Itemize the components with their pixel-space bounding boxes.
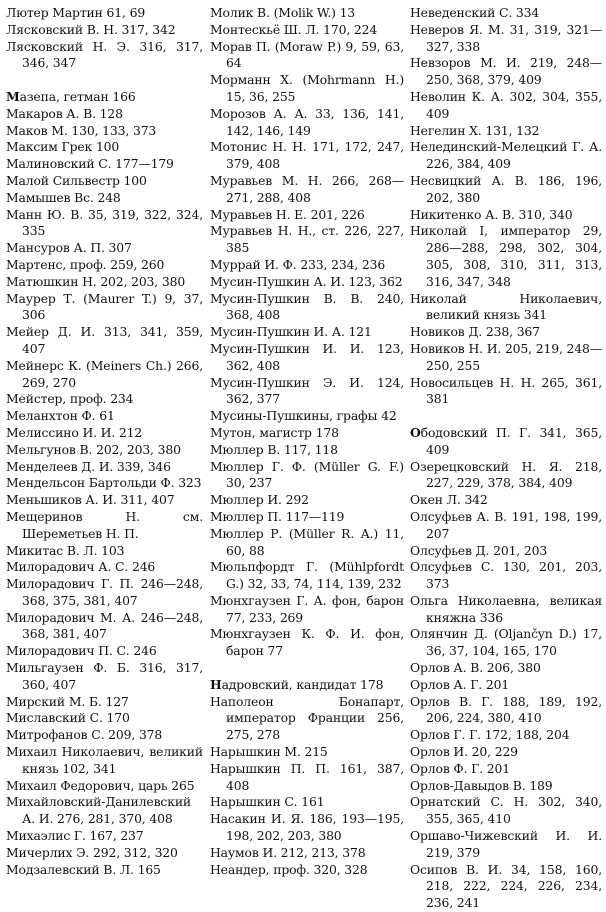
index-entry-text: Милорадович М. А. 246—248, 368, 381, 407 — [6, 609, 203, 642]
index-entry — [6, 408, 203, 425]
index-entry-text: Окен Л. 342 — [410, 492, 488, 508]
index-entry-text: Муравьев Н. Е. 201, 226 — [210, 206, 365, 222]
index-entry — [6, 509, 203, 543]
index-entry — [6, 459, 203, 476]
index-entry-text: Мендельсон Бартольди Ф. 323 — [6, 475, 202, 491]
index-entry-text: Несвицкий А. В. 186, 196, 202, 380 — [410, 172, 602, 205]
index-entry-text: Миславский С. 170 — [6, 710, 130, 726]
index-entry-text: Неволин К. А. 302, 304, 355, 409 — [410, 88, 602, 121]
index-entry — [210, 811, 404, 845]
index-entry-text: Озерецковский Н. Я. 218, 227, 229, 378, 384, 409 — [410, 458, 602, 491]
index-entry-text: Наполеон Бонапарт, император Франции 256, 275, 278 — [210, 693, 404, 743]
index-entry — [410, 509, 602, 543]
index-entry — [410, 794, 602, 828]
index-entry-text: Мартенс, проф. 259, 260 — [6, 256, 165, 272]
index-entry-text: Новосильцев Н. Н. 265, 361, 381 — [410, 374, 602, 407]
index-entry-text: Орлов Ф. Г. 201 — [410, 760, 510, 776]
index-entry-text: Мусин-Пушкин В. В. 240, 368, 408 — [210, 290, 404, 323]
index-entry-text: адровский, кандидат 178 — [221, 676, 384, 692]
index-entry — [410, 459, 602, 493]
index-entry — [410, 341, 602, 375]
index-entry — [410, 492, 602, 509]
index-entry — [6, 643, 203, 660]
index-entry — [6, 794, 203, 828]
index-entry — [210, 39, 404, 73]
index-entry — [6, 22, 203, 39]
index-entry-text: Олсуфьев Д. 201, 203 — [410, 542, 548, 558]
index-entry — [410, 543, 602, 560]
index-entry — [6, 291, 203, 325]
index-entry-text: Неандер, проф. 320, 328 — [210, 861, 368, 877]
index-entry-text: Маков М. 130, 133, 373 — [6, 122, 157, 138]
index-entry-text: Милорадович Г. П. 246—248, 368, 375, 381, 407 — [6, 576, 203, 608]
index-entry-text: Мюнхгаузен К. Ф. И. фон, барон 77 — [210, 626, 404, 659]
index-entry-text: Макаров А. В. 128 — [6, 105, 123, 121]
index-entry — [410, 123, 602, 140]
index-entry — [410, 139, 602, 173]
index-entry-text: Мещеринов Н. см. Шереметьев Н. П. — [6, 508, 203, 541]
index-entry — [210, 425, 404, 442]
index-entry — [6, 173, 203, 190]
index-entry — [410, 694, 602, 728]
index-entry — [210, 291, 404, 325]
index-entry — [210, 257, 404, 274]
index-entry-text: Молик В. (Molik W.) 13 — [210, 5, 356, 20]
index-entry-text: Мамышев Вс. 248 — [6, 189, 121, 205]
index-entry — [410, 778, 602, 795]
index-entry-text: Мусины-Пушкины, графы 42 — [210, 408, 397, 424]
index-entry — [410, 207, 602, 224]
index-entry-text: Николай Николаевич, великий князь 341 — [410, 290, 602, 323]
section-initial-letter: Н — [210, 676, 222, 692]
index-entry — [210, 694, 404, 744]
index-entry — [210, 22, 404, 39]
index-entry-text: Орлов И. 20, 229 — [410, 744, 518, 760]
index-entry — [410, 425, 602, 459]
index-entry-text: Мейнерс К. (Meiners Ch.) 266, 269, 270 — [6, 357, 203, 390]
index-entry — [6, 694, 203, 711]
index-entry-text: Мюллер Г. Ф. (Müller G. F.) 30, 237 — [210, 458, 404, 491]
index-entry — [6, 744, 203, 778]
index-entry-text: Мюльпфордт Г. (Mühlpfordt G.) 32, 33, 74, 114, 139, 232 — [210, 559, 404, 592]
index-entry — [410, 727, 602, 744]
index-entry-text: Николай I, император 29, 286—288, 298, 302, 304, 305, 308, 310, 311, 313, 316, 347, 348 — [410, 223, 602, 289]
index-entry — [6, 156, 203, 173]
index-entry-text: Маурер Т. (Maurer T.) 9, 37, 306 — [6, 290, 203, 323]
index-entry-text: Орлов А. В. 206, 380 — [410, 660, 541, 676]
index-entry-text: Нарышкин М. 215 — [210, 744, 328, 760]
index-entry — [6, 492, 203, 509]
index-entry-text: Митрофанов С. 209, 378 — [6, 727, 163, 743]
index-entry — [6, 845, 203, 862]
index-entry — [410, 862, 602, 912]
index-entry-text: Олянчин Д. (Oljančyn D.) 17, 36, 37, 104, 165, 170 — [410, 626, 602, 659]
index-entry — [410, 660, 602, 677]
index-entry — [6, 190, 203, 207]
index-entry — [410, 5, 602, 22]
index-entry-text: Мусин-Пушкин Э. И. 124, 362, 377 — [210, 374, 404, 407]
index-entry — [6, 576, 203, 610]
index-entry-text: Мутон, магистр 178 — [210, 424, 339, 440]
index-entry-text: Модзалевский В. Л. 165 — [6, 861, 161, 877]
index-entry — [6, 89, 203, 106]
index-entry-text: Мичерлих Э. 292, 312, 320 — [6, 844, 178, 860]
index-entry — [210, 559, 404, 593]
index-entry-text: Мейстер, проф. 234 — [6, 391, 134, 407]
index-entry-text: Мусин-Пушкин А. И. 123, 362 — [210, 273, 403, 289]
index-entry — [210, 459, 404, 493]
index-entry-text: Мюллер Р. (Müller R. A.) 11, 60, 88 — [210, 525, 404, 558]
index-entry — [410, 828, 602, 862]
index-entry — [6, 559, 203, 576]
index-entry-text: Олсуфьев А. В. 191, 198, 199, 207 — [410, 508, 602, 541]
index-entry-text: Муррай И. Ф. 233, 234, 236 — [210, 256, 386, 272]
index-entry — [6, 442, 203, 459]
index-entry — [6, 240, 203, 257]
index-entry — [6, 207, 203, 241]
index-entry — [6, 257, 203, 274]
index-entry — [6, 660, 203, 694]
index-entry-text: Лютер Мартин 61, 69 — [6, 5, 146, 20]
index-entry-text: Манн Ю. В. 35, 319, 322, 324, 335 — [6, 206, 203, 239]
index-entry — [210, 677, 404, 694]
index-entry-text: Нарышкин С. 161 — [210, 794, 325, 810]
letter-section-gap — [6, 72, 203, 89]
index-entry-text: Михаэлис Г. 167, 237 — [6, 828, 144, 844]
section-initial-letter: М — [6, 88, 20, 104]
index-entry-text: Ольга Николаевна, великая княжна 336 — [410, 592, 602, 625]
index-entry — [410, 559, 602, 593]
index-column-left — [6, 5, 203, 878]
index-entry-text: Орнатский С. Н. 302, 340, 355, 365, 410 — [410, 794, 602, 827]
index-entry — [410, 89, 602, 123]
letter-section-gap — [410, 408, 602, 425]
index-entry-text: Насакин И. Я. 186, 193—195, 198, 202, 203, 380 — [210, 811, 404, 844]
index-entry-text: Орлов В. Г. 188, 189, 192, 206, 224, 380, 410 — [410, 693, 602, 726]
index-entry-text: Мирский М. Б. 127 — [6, 693, 129, 709]
index-column-middle — [210, 5, 404, 878]
index-entry-text: Максим Грек 100 — [6, 139, 120, 155]
index-entry-text: Мюллер П. 117—119 — [210, 508, 345, 524]
index-entry — [6, 862, 203, 879]
index-entry — [6, 391, 203, 408]
index-entry — [210, 593, 404, 627]
index-entry — [6, 5, 203, 22]
index-entry — [410, 677, 602, 694]
index-entry-text: Оршаво-Чижевский И. И. 219, 379 — [410, 828, 602, 860]
index-entry — [210, 324, 404, 341]
section-initial-letter: О — [410, 424, 421, 440]
index-entry — [210, 492, 404, 509]
index-entry-text: Мюнхгаузен Г. А. фон, барон 77, 233, 269 — [210, 592, 404, 625]
index-entry-text: Михайловский-Данилевский А. И. 276, 281, 370, 408 — [6, 794, 192, 827]
index-entry — [6, 475, 203, 492]
index-entry — [6, 358, 203, 392]
index-entry — [210, 408, 404, 425]
index-entry — [210, 845, 404, 862]
index-entry — [6, 710, 203, 727]
index-entry-text: Неверов Я. М. 31, 319, 321—327, 338 — [410, 21, 602, 54]
index-entry — [6, 610, 203, 644]
index-entry-text: Мюллер В. 117, 118 — [210, 441, 338, 457]
index-entry-text: Никитенко А. В. 310, 340 — [410, 206, 573, 222]
index-entry — [210, 341, 404, 375]
index-entry-text: Михаил Николаевич, великий князь 102, 341 — [6, 744, 203, 776]
index-entry — [6, 828, 203, 845]
index-entry — [210, 862, 404, 879]
index-entry — [6, 727, 203, 744]
index-entry-text: Новиков Д. 238, 367 — [410, 324, 540, 340]
index-entry-text: Морманн Х. (Mohrmann H.) 15, 36, 255 — [210, 72, 404, 104]
index-entry-text: Нелединский-Мелецкий Г. А. 226, 384, 409 — [410, 139, 602, 172]
index-entry — [210, 274, 404, 291]
index-entry — [6, 543, 203, 560]
index-entry-text: Муравьев М. Н. 266, 268—271, 288, 408 — [210, 172, 404, 205]
index-entry-text: Олсуфьев С. 130, 201, 203, 373 — [410, 559, 602, 592]
index-entry — [6, 39, 203, 73]
index-entry — [210, 626, 404, 660]
index-entry-text: бодовский П. Г. 341, 365, 409 — [420, 424, 602, 457]
index-entry — [210, 442, 404, 459]
index-entry-text: Меланхтон Ф. 61 — [6, 408, 115, 424]
index-entry-text: Орлов Г. Г. 172, 188, 204 — [410, 727, 570, 743]
index-entry — [210, 106, 404, 140]
index-entry — [410, 291, 602, 325]
index-entry-text: Мюллер И. 292 — [210, 492, 309, 508]
index-entry — [6, 106, 203, 123]
index-entry — [210, 139, 404, 173]
index-entry — [210, 72, 404, 106]
index-entry-text: Милорадович А. С. 246 — [6, 559, 156, 575]
index-entry-text: Милорадович П. С. 246 — [6, 643, 157, 659]
index-entry-text: Муравьев Н. Н., ст. 226, 227, 385 — [210, 223, 404, 256]
index-entry — [410, 55, 602, 89]
index-entry — [410, 593, 602, 627]
index-entry-text: Нарышкин П. П. 161, 387, 408 — [210, 760, 404, 793]
index-entry-text: Негелин Х. 131, 132 — [410, 122, 540, 138]
index-entry-text: Менделеев Д. И. 339, 346 — [6, 458, 171, 474]
index-entry-text: Орлов А. Г. 201 — [410, 676, 510, 692]
index-entry-text: Михаил Федорович, царь 265 — [6, 777, 195, 793]
index-entry-text: Микитас В. Л. 103 — [6, 542, 125, 558]
index-entry — [210, 794, 404, 811]
index-entry-text: Мелиссино И. И. 212 — [6, 424, 143, 440]
index-entry — [410, 324, 602, 341]
index-entry-text: Монтескьё Ш. Л. 170, 224 — [210, 21, 378, 37]
index-entry — [410, 22, 602, 56]
index-entry-text: Матюшкин Н. 202, 203, 380 — [6, 273, 186, 289]
index-entry-text: Лясковский Н. Э. 316, 317, 346, 347 — [6, 38, 203, 71]
index-entry-text: Мотонис Н. Н. 171, 172, 247, 379, 408 — [210, 139, 404, 172]
index-entry-text: Мусин-Пушкин И. А. 121 — [210, 324, 372, 340]
index-entry-text: Невзоров М. И. 219, 248—250, 368, 379, 409 — [410, 55, 602, 88]
index-entry-text: Наумов И. 212, 213, 378 — [210, 844, 366, 860]
index-entry — [210, 5, 404, 22]
index-entry — [210, 207, 404, 224]
index-entry-text: Малиновский С. 177—179 — [6, 156, 174, 172]
index-entry — [6, 324, 203, 358]
index-entry — [410, 744, 602, 761]
index-entry — [410, 223, 602, 290]
letter-section-gap — [210, 660, 404, 677]
index-entry-text: Малой Сильвестр 100 — [6, 172, 147, 188]
index-entry-text: Мельгунов В. 202, 203, 380 — [6, 441, 181, 457]
index-entry — [6, 274, 203, 291]
index-entry-text: Морозов А. А. 33, 136, 141, 142, 146, 149 — [210, 105, 404, 138]
index-entry-text: Меньшиков А. И. 311, 407 — [6, 492, 175, 508]
index-entry — [6, 139, 203, 156]
index-entry — [210, 173, 404, 207]
index-entry — [6, 123, 203, 140]
index-entry — [210, 223, 404, 257]
index-entry-text: Мейер Д. И. 313, 341, 359, 407 — [6, 324, 203, 356]
index-entry-text: Мансуров А. П. 307 — [6, 240, 132, 256]
index-entry-text: Мусин-Пушкин И. И. 123, 362, 408 — [210, 340, 404, 373]
index-entry — [210, 761, 404, 795]
index-entry — [410, 173, 602, 207]
index-entry — [210, 375, 404, 409]
index-entry — [410, 761, 602, 778]
index-entry-text: Осипов В. И. 34, 158, 160, 218, 222, 224, 226, 234, 236, 241 — [410, 861, 602, 911]
index-entry — [210, 509, 404, 526]
index-entry-text: Орлов-Давыдов В. 189 — [410, 777, 553, 793]
index-entry — [6, 425, 203, 442]
index-entry-text: Лясковский В. Н. 317, 342 — [6, 21, 176, 37]
index-entry — [410, 375, 602, 409]
index-column-right — [410, 5, 602, 912]
index-entry-text: Неведенский С. 334 — [410, 5, 540, 20]
index-entry — [210, 526, 404, 560]
index-entry — [210, 744, 404, 761]
index-entry-text: Новиков Н. И. 205, 219, 248—250, 255 — [410, 340, 602, 373]
index-entry-text: Морав П. (Moraw P.) 9, 59, 63, 64 — [210, 38, 404, 71]
index-entry-text: Мильгаузен Ф. Б. 316, 317, 360, 407 — [6, 660, 203, 692]
index-entry-text: азепа, гетман 166 — [19, 88, 136, 104]
index-entry — [410, 626, 602, 660]
index-entry — [6, 778, 203, 795]
